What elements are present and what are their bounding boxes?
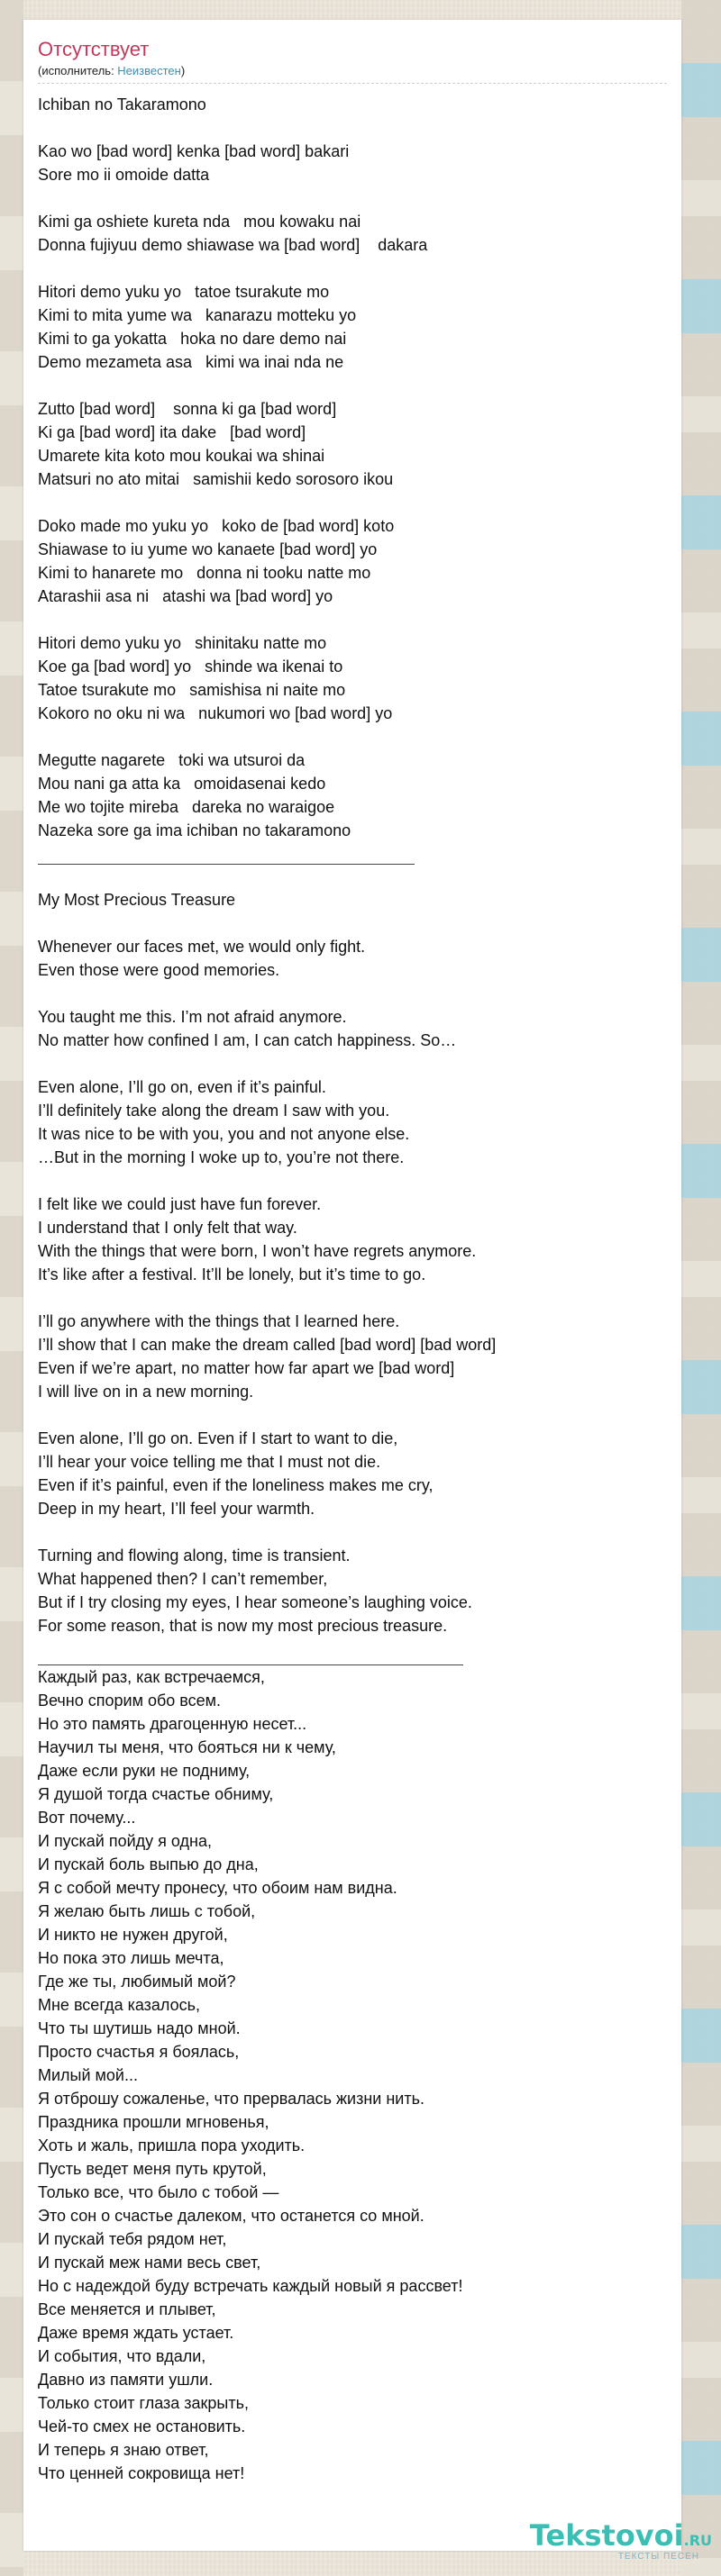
logo-name: Tekstovoi	[529, 2518, 684, 2553]
lyric-line: Я отброшу сожаленье, что прервалась жизни нить.	[38, 2090, 424, 2108]
stanza-gap	[38, 1520, 667, 1544]
lyric-line: Даже если руки не подниму,	[38, 1762, 251, 1780]
lyric-line: Me wo tojite mireba dareka no waraigoe	[38, 798, 335, 816]
lyric-line: No matter how confined I am, I can catch happiness. So…	[38, 1031, 457, 1049]
lyric-line: И теперь я знаю ответ,	[38, 2441, 209, 2459]
lyric-line: I’ll show that I can make the dream called [bad word] [bad word]	[38, 1336, 497, 1354]
lyric-line: Donna fujiyuu demo shiawase wa [bad word] dakara	[38, 236, 428, 254]
background-stripes-left	[0, 0, 23, 2576]
lyric-line: Doko made mo yuku yo koko de [bad word] koto	[38, 517, 395, 535]
lyric-line: И никто не нужен другой,	[38, 1926, 228, 1944]
lyric-line: Shiawase to iu yume wo kanaete [bad word] yo	[38, 540, 378, 558]
lyric-line: И события, что вдали,	[38, 2347, 206, 2365]
lyric-line: Мне всегда казалось,	[38, 1996, 201, 2014]
lyric-line: You taught me this. I’m not afraid anymore.	[38, 1008, 347, 1026]
background-stripes-right	[681, 0, 721, 2576]
lyric-line: Kimi to hanarete mo donna ni tooku natte mo	[38, 564, 371, 582]
stanza-gap	[38, 1169, 667, 1193]
lyric-line: Но пока это лишь мечта,	[38, 1949, 224, 1967]
lyric-line: I will live on in a new morning.	[38, 1383, 254, 1401]
stanza-gap	[38, 186, 667, 210]
lyric-line: Каждый раз, как встречаемся,	[38, 1668, 265, 1686]
stanza	[38, 210, 667, 257]
lyric-line: Праздника прошли мгновенья,	[38, 2113, 269, 2131]
stanza-gap	[38, 608, 667, 631]
section-divider	[38, 864, 415, 865]
stanza-gap	[38, 725, 667, 748]
lyric-line: Atarashii asa ni atashi wa [bad word] yo	[38, 587, 333, 605]
lyric-line: What happened then? I can’t remember,	[38, 1570, 328, 1588]
lyric-line: Вот почему...	[38, 1809, 136, 1827]
lyric-line: Demo mezameta asa kimi wa inai nda ne	[38, 353, 344, 371]
lyric-line: Koe ga [bad word] yo shinde wa ikenai to	[38, 658, 343, 676]
stanza	[38, 748, 667, 842]
stanza	[38, 140, 667, 186]
lyric-line: …But in the morning I woke up to, you’re not there.	[38, 1148, 405, 1166]
stanza	[38, 1193, 667, 1286]
lyric-line: Что ценней сокровища нет!	[38, 2464, 245, 2482]
performer-link[interactable]: Неизвестен	[117, 64, 181, 77]
lyric-line: Turning and flowing along, time is transient.	[38, 1547, 351, 1565]
lyric-line: I felt like we could just have fun forever.	[38, 1195, 322, 1213]
lyric-line: Matsuri no ato mitai samishii kedo sorosoro ikou	[38, 470, 394, 488]
lyric-line: Просто счастья я боялась,	[38, 2043, 240, 2061]
lyric-line: Kao wo [bad word] kenka [bad word] bakari	[38, 142, 350, 160]
stanza-gap	[38, 257, 667, 280]
lyric-line: Хоть и жаль, пришла пора уходить.	[38, 2136, 306, 2154]
lyric-line: Tatoe tsurakute mo samishisa ni naite mo	[38, 681, 346, 699]
lyrics-heading	[38, 888, 667, 912]
stanza-gap	[38, 1403, 667, 1427]
lyric-line: Но с надеждой буду встречать каждый новый я рассвет!	[38, 2277, 463, 2295]
lyric-line: Это сон о счастье далеком, что останется со мной.	[38, 2207, 424, 2225]
lyric-line: Я душой тогда счастье обниму,	[38, 1785, 274, 1803]
stanza	[38, 1075, 667, 1169]
stanza	[38, 1005, 667, 1052]
lyric-line: И пускай боль выпью до дна,	[38, 1855, 259, 1873]
stanza	[38, 1544, 667, 1637]
song-title: Отсутствует	[38, 38, 150, 60]
lyric-line: Hitori demo yuku yo shinitaku natte mo	[38, 634, 327, 652]
stanza-gap	[38, 1286, 667, 1310]
lyric-line: Давно из памяти ушли.	[38, 2371, 214, 2389]
lyric-line: Даже время ждать устает.	[38, 2324, 234, 2342]
lyric-line: Even those were good memories.	[38, 961, 280, 979]
lyric-line: Научил ты меня, что бояться ни к чему,	[38, 1738, 336, 1756]
lyric-line: Только стоит глаза закрыть,	[38, 2394, 249, 2412]
lyric-line: Что ты шутишь надо мной.	[38, 2019, 241, 2037]
song-header	[23, 20, 681, 84]
lyric-line: Sore mo ii omoide datta	[38, 166, 210, 184]
lyric-line: Kimi to mita yume wa kanarazu motteku yo	[38, 306, 357, 324]
stanza-gap	[38, 1052, 667, 1075]
lyric-line: Ichiban no Takaramono	[38, 95, 206, 113]
lyric-line: Пусть ведет меня путь крутой,	[38, 2160, 267, 2178]
lyric-line: Чей-то смех не остановить.	[38, 2417, 246, 2435]
lyric-line: I understand that I only felt that way.	[38, 1219, 297, 1237]
lyric-line: Kokoro no oku ni wa nukumori wo [bad word] yo	[38, 704, 393, 722]
stanza-gap	[38, 116, 667, 140]
logo-tagline: ТЕКСТЫ ПЕСЕН	[617, 2552, 699, 2562]
lyric-line: Вечно спорим обо всем.	[38, 1692, 222, 1710]
stanza	[38, 1310, 667, 1403]
lyric-line: For some reason, that is now my most precious treasure.	[38, 1617, 448, 1635]
lyrics-card	[23, 20, 681, 2551]
lyric-line: Но это память драгоценную несет...	[38, 1715, 307, 1733]
lyric-line: It’s like after a festival. It’ll be lonely, but it’s time to go.	[38, 1265, 426, 1283]
english-translation	[38, 888, 667, 1637]
lyric-line: Whenever our faces met, we would only fight.	[38, 938, 366, 956]
lyric-line: И пускай пойду я одна,	[38, 1832, 212, 1850]
lyric-line: Deep in my heart, I’ll feel your warmth.	[38, 1500, 315, 1518]
lyric-line: But if I try closing my eyes, I hear someone’s laughing voice.	[38, 1593, 472, 1611]
lyric-line: Я с собой мечту пронесу, что обоим нам видна.	[38, 1879, 397, 1897]
lyric-line: Только все, что было с тобой —	[38, 2183, 279, 2201]
stanza-gap	[38, 912, 667, 935]
lyric-line: Hitori demo yuku yo tatoe tsurakute mo	[38, 283, 330, 301]
performer-prefix: (исполнитель:	[38, 64, 118, 77]
performer-row	[38, 63, 667, 79]
lyric-line: И пускай тебя рядом нет,	[38, 2230, 227, 2248]
lyric-line: Я желаю быть лишь с тобой,	[38, 1902, 256, 1920]
stanza	[38, 631, 667, 725]
stanza	[38, 1427, 667, 1520]
stanza	[38, 397, 667, 491]
stanza	[38, 514, 667, 608]
performer-suffix: )	[180, 64, 186, 77]
lyric-line: Kimi to ga yokatta hoka no dare demo nai	[38, 330, 347, 348]
lyric-line: Nazeka sore ga ima ichiban no takaramono	[38, 821, 351, 839]
lyric-line: Все меняется и плывет,	[38, 2300, 216, 2318]
lyric-line: It was nice to be with you, you and not anyone else.	[38, 1125, 410, 1143]
lyric-line: I’ll hear your voice telling me that I must not die.	[38, 1453, 381, 1471]
stanza-gap	[38, 491, 667, 514]
stanza-gap	[38, 982, 667, 1005]
lyrics-heading	[38, 93, 667, 116]
lyric-line: Kimi ga oshiete kureta nda mou kowaku nai	[38, 213, 361, 231]
original-lyrics	[38, 93, 667, 842]
lyric-line: I’ll go anywhere with the things that I learned here.	[38, 1312, 400, 1330]
lyric-line: Even if it’s painful, even if the loneliness makes me cry,	[38, 1476, 434, 1494]
russian-translation	[38, 1665, 667, 2485]
stanza-gap	[38, 374, 667, 397]
lyrics-body	[23, 84, 681, 2485]
lyric-line: Где же ты, любимый мой?	[38, 1973, 236, 1991]
logo-tld: .RU	[683, 2532, 712, 2549]
site-logo[interactable]	[530, 2520, 712, 2556]
lyric-line: Милый мой...	[38, 2066, 138, 2084]
stanza	[38, 935, 667, 982]
lyric-line: Mou nani ga atta ka omoidasenai kedo	[38, 775, 326, 793]
lyric-line: Even alone, I’ll go on, even if it’s painful.	[38, 1078, 326, 1096]
lyric-line: И пускай меж нами весь свет,	[38, 2254, 261, 2272]
lyric-line: My Most Precious Treasure	[38, 891, 236, 909]
lyric-line: Megutte nagarete toki wa utsuroi da	[38, 751, 306, 769]
lyric-line: Umarete kita koto mou koukai wa shinai	[38, 447, 325, 465]
lyric-line: With the things that were born, I won’t have regrets anymore.	[38, 1242, 477, 1260]
lyric-line: Even alone, I’ll go on. Even if I start to want to die,	[38, 1429, 398, 1447]
lyric-line: Even if we’re apart, no matter how far apart we [bad word]	[38, 1359, 455, 1377]
stanza	[38, 280, 667, 374]
lyric-line: I’ll definitely take along the dream I saw with you.	[38, 1102, 390, 1120]
lyric-line: Zutto [bad word] sonna ki ga [bad word]	[38, 400, 337, 418]
lyric-line: Ki ga [bad word] ita dake [bad word]	[38, 423, 306, 441]
